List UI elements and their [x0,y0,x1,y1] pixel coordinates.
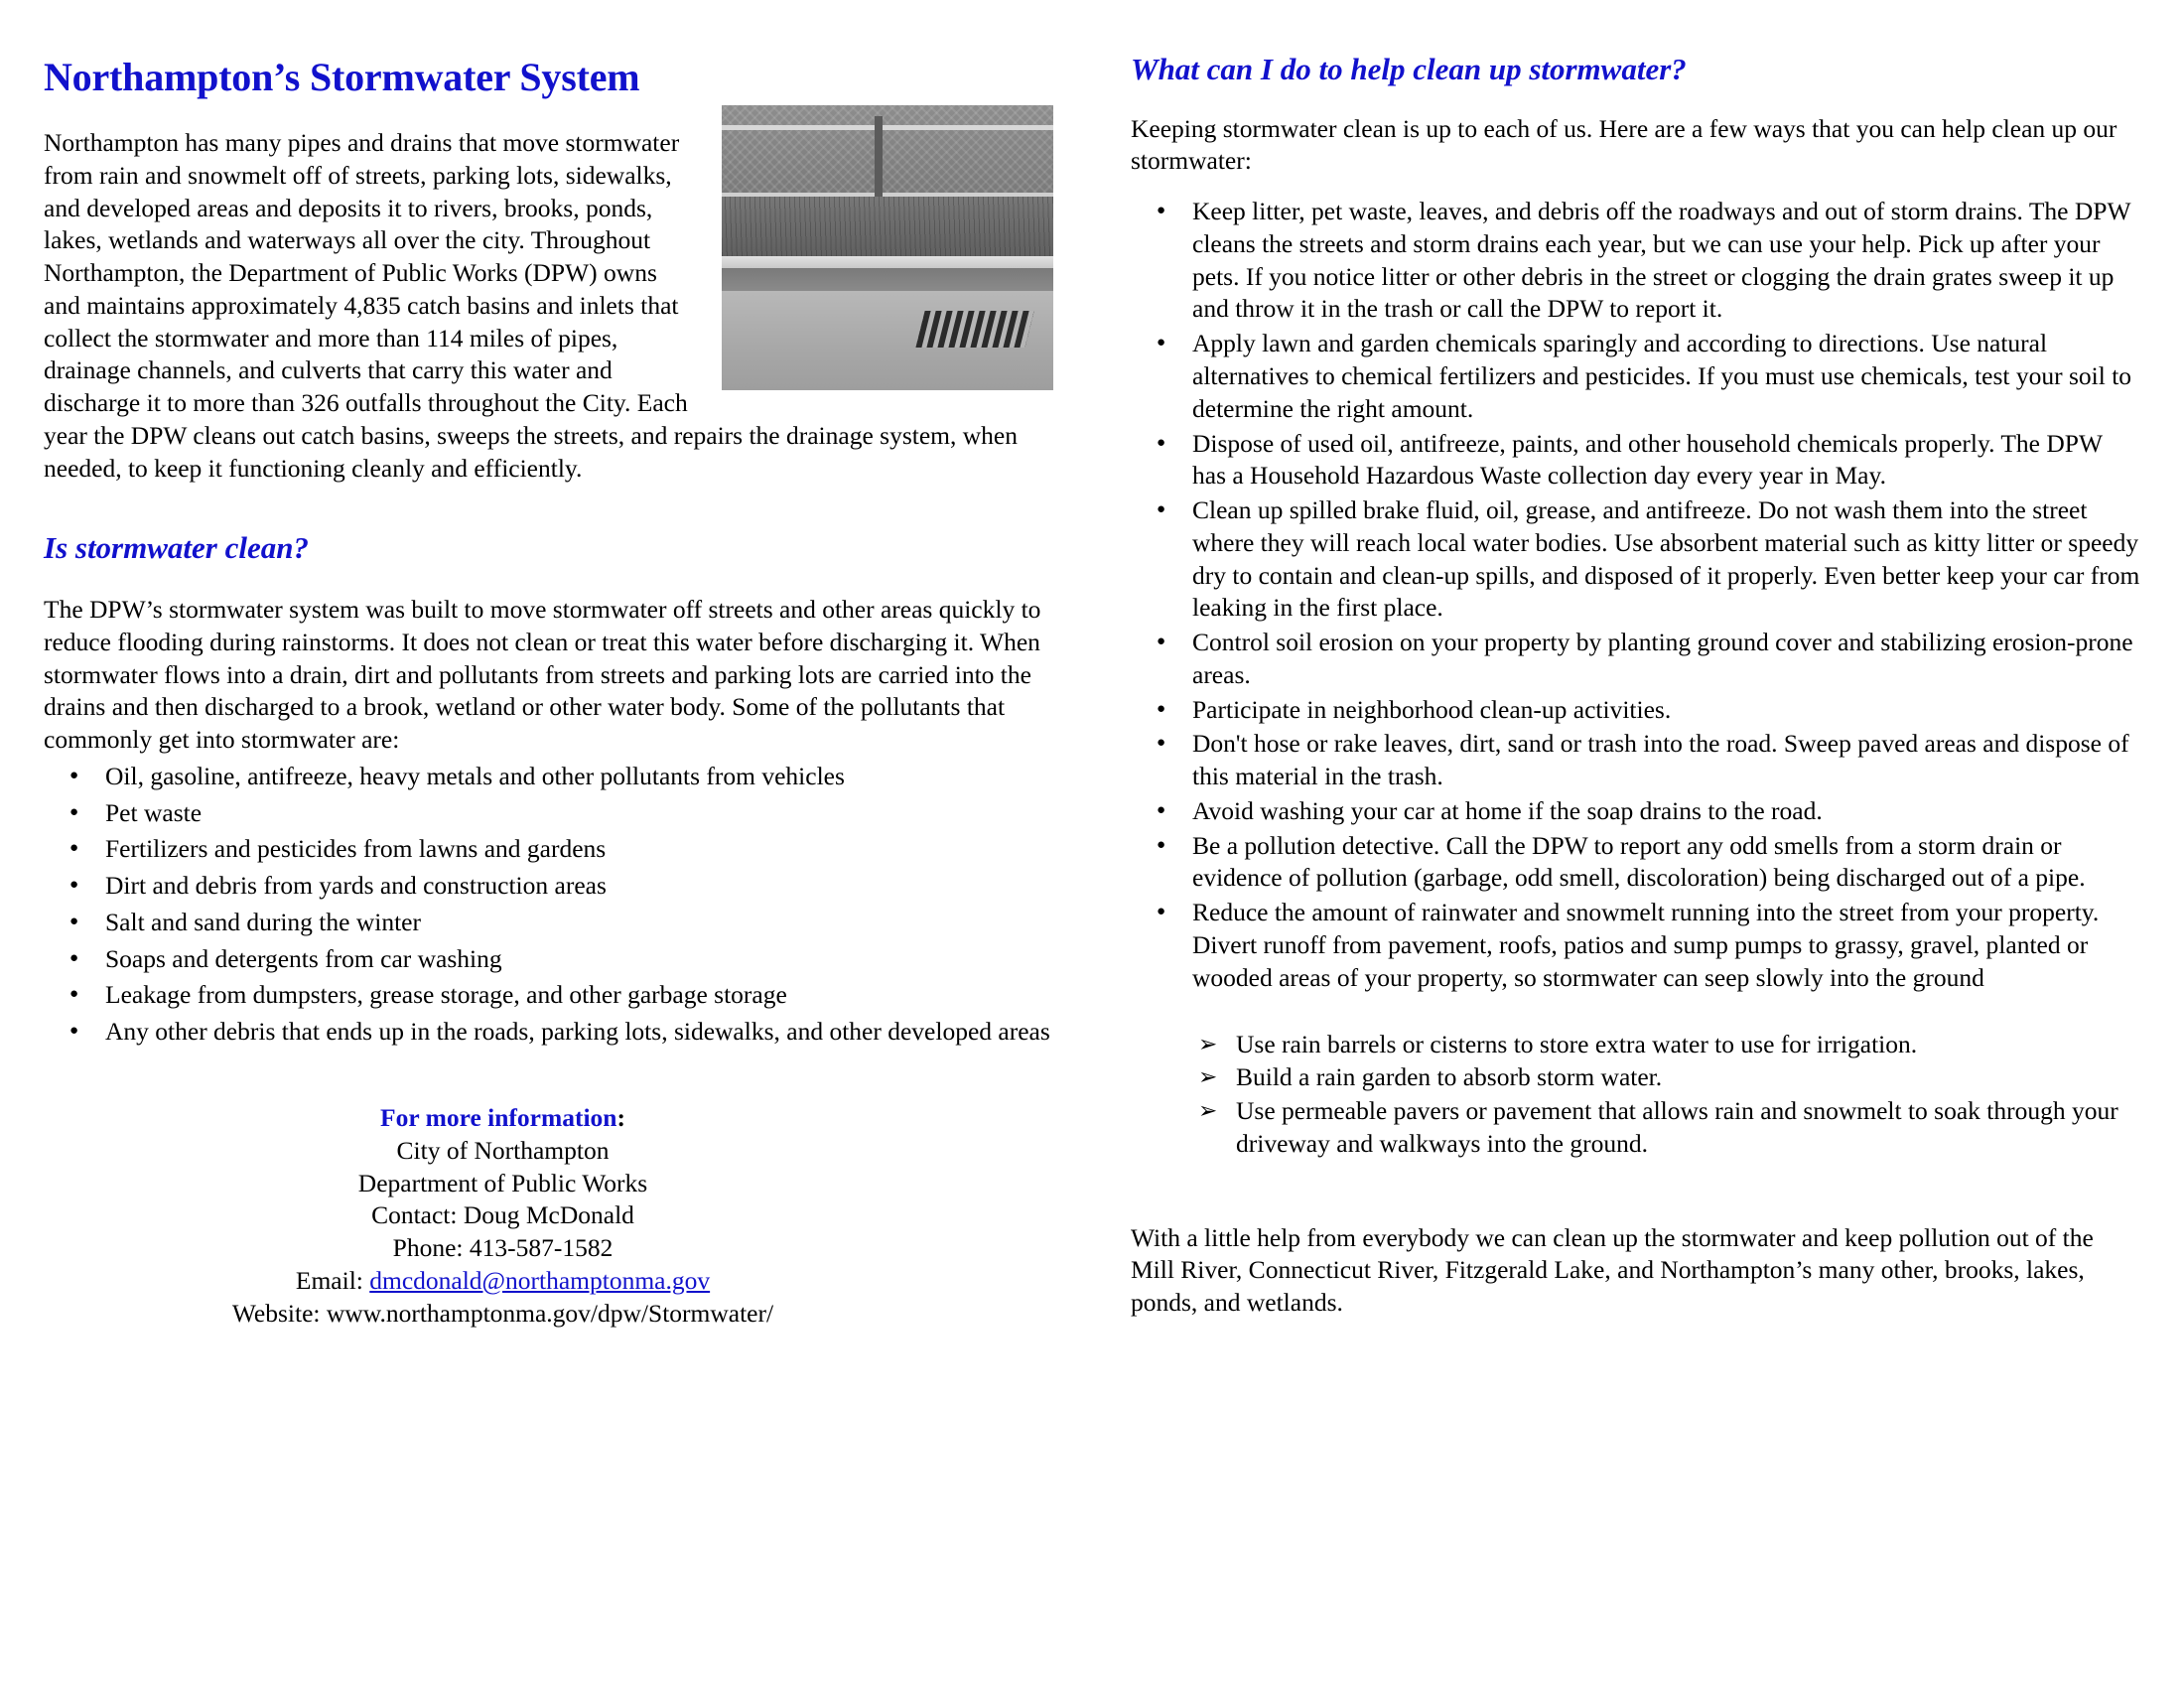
email-label: Email: [295,1265,370,1295]
photo-curb-top [722,256,1053,267]
intro-paragraph: Northampton has many pipes and drains that move stormwater from rain and snowmelt off of streets, parking lots, sidewalks, and developed areas and deposits it to rivers, brooks, ponds, lakes, wetlands and waterways all over the city. Throughout Northampton, the Department of Public Works (DPW) owns and maintains approximately 4,835 catch basins and inlets that collect the stormwater and more than 114 miles of pipes, drainage channels, and culverts that carry this water and discharge it to more than 326 outfalls throughout the City. Each year the DPW cleans out catch basins, sweeps the streets, and repairs the drainage system, when needed, to keep it functioning cleanly and efficiently. [44,128,1018,483]
list-item: ➢ Use permeable pavers or pavement that allows rain and snowmelt to soak through your driveway and walkways into the ground. [1131,1095,2140,1161]
page-title: Northampton’s Stormwater System [44,55,640,99]
contact-email-line [44,1265,962,1298]
list-item: ➢ Build a rain garden to absorb storm water. [1131,1061,2140,1094]
action-bullet-list [1131,196,2140,994]
list-item: ● Any other debris that ends up in the roads, parking lots, sidewalks, and other developed areas [44,1016,1053,1049]
list-item: ● Participate in neighborhood clean-up activities. [1131,694,2140,727]
section-heading-what-can-i-do: What can I do to help clean up stormwater? [1131,52,1687,86]
contact-organization: City of Northampton [396,1135,610,1165]
section-heading-is-stormwater-clean: Is stormwater clean? [44,530,309,566]
contact-phone: Phone: 413-587-1582 [392,1233,614,1263]
sub-bullet-list [1131,1029,2140,1161]
list-item: ● Reduce the amount of rainwater and snowmelt running into the street from your property. Divert runoff from pavement, roofs, patios and sump pumps to grassy, gravel, planted or wooded areas of your property, so stormwater can seep slowly into the ground [1131,897,2140,994]
contact-heading [44,1102,962,1135]
list-item: ● Apply lawn and garden chemicals sparingly and according to directions. Use natural alternatives to chemical fertilizers and pesticides. If you must use chemicals, test your soil to determine the right amount. [1131,328,2140,425]
pollutant-bullet-list [44,761,1053,1049]
contact-heading-colon: : [616,1103,625,1133]
contact-department: Department of Public Works [357,1168,648,1197]
photo-fence-rail-top [722,125,1053,130]
list-item: ➢ Use rain barrels or cisterns to store extra water to use for irrigation. [1131,1029,2140,1061]
contact-block [44,1102,1053,1330]
photo-curb-face [722,268,1053,291]
section-paragraph: The DPW’s stormwater system was built to move stormwater off streets and other areas quickly to reduce flooding during rainstorms. It does not clean or treat this water before discharging it. When stormwater flows into a drain, dirt and pollutants from streets and parking lots are carried into the drains and then discharged to a brook, wetland or other water body. Some of the pollutants that commonly get into stormwater are: [44,595,1041,755]
list-item: ● Salt and sand during the winter [44,907,1053,939]
contact-heading-label: For more information [380,1103,617,1133]
contact-person: Contact: Doug McDonald [371,1200,634,1230]
right-intro-paragraph: Keeping stormwater clean is up to each of us. Here are a few ways that you can help clean up our stormwater: [1131,113,2117,176]
list-item: ● Clean up spilled brake fluid, oil, grease, and antifreeze. Do not wash them into the street where they will reach local water bodies. Use absorbent material such as kitty litter or speedy dry to contain and clean-up spills, and disposed of it properly. Even better keep your car from leaking in the first place. [1131,494,2140,625]
photo-image [722,105,1053,390]
list-item: ● Keep litter, pet waste, leaves, and debris off the roadways and out of storm drains. The DPW cleans the streets and storm drains each year, but we can use your help. Pick up after your pets. If you notice litter or other debris in the street or clogging the drain grates sweep it up and throw it in the trash or call the DPW to report it. [1131,196,2140,326]
photo-storm-drain-grate [916,311,1035,348]
storm-drain-photo [722,105,1053,390]
list-item: ● Control soil erosion on your property by planting ground cover and stabilizing erosion-prone areas. [1131,627,2140,692]
list-item: ● Dirt and debris from yards and construction areas [44,870,1053,903]
photo-grass [722,197,1053,259]
list-item: ● Dispose of used oil, antifreeze, paints, and other household chemicals properly. The DPW has a Household Hazardous Waste collection day every year in May. [1131,428,2140,493]
left-column [44,38,1053,1688]
list-item: ● Be a pollution detective. Call the DPW to report any odd smells from a storm drain or evidence of pollution (garbage, odd smell, discoloration) being discharged out of a pipe. [1131,830,2140,896]
right-column [1131,38,2140,1688]
contact-website: Website: www.northamptonma.gov/dpw/Stormwater/ [231,1298,774,1328]
list-item: ● Avoid washing your car at home if the soap drains to the road. [1131,795,2140,828]
list-item: ● Fertilizers and pesticides from lawns and gardens [44,833,1053,866]
list-item: ● Don't hose or rake leaves, dirt, sand or trash into the road. Sweep paved areas and dispose of this material in the trash. [1131,728,2140,793]
email-link[interactable]: dmcdonald@northamptonma.gov [369,1265,711,1295]
closing-paragraph: With a little help from everybody we can clean up the stormwater and keep pollution out of the Mill River, Connecticut River, Fitzgerald Lake, and Northampton’s many other, brooks, lakes, ponds, and wetlands. [1131,1222,2094,1318]
list-item: ● Soaps and detergents from car washing [44,943,1053,976]
list-item: ● Oil, gasoline, antifreeze, heavy metals and other pollutants from vehicles [44,761,1053,793]
list-item: ● Leakage from dumpsters, grease storage, and other garbage storage [44,979,1053,1012]
list-item: ● Pet waste [44,797,1053,830]
